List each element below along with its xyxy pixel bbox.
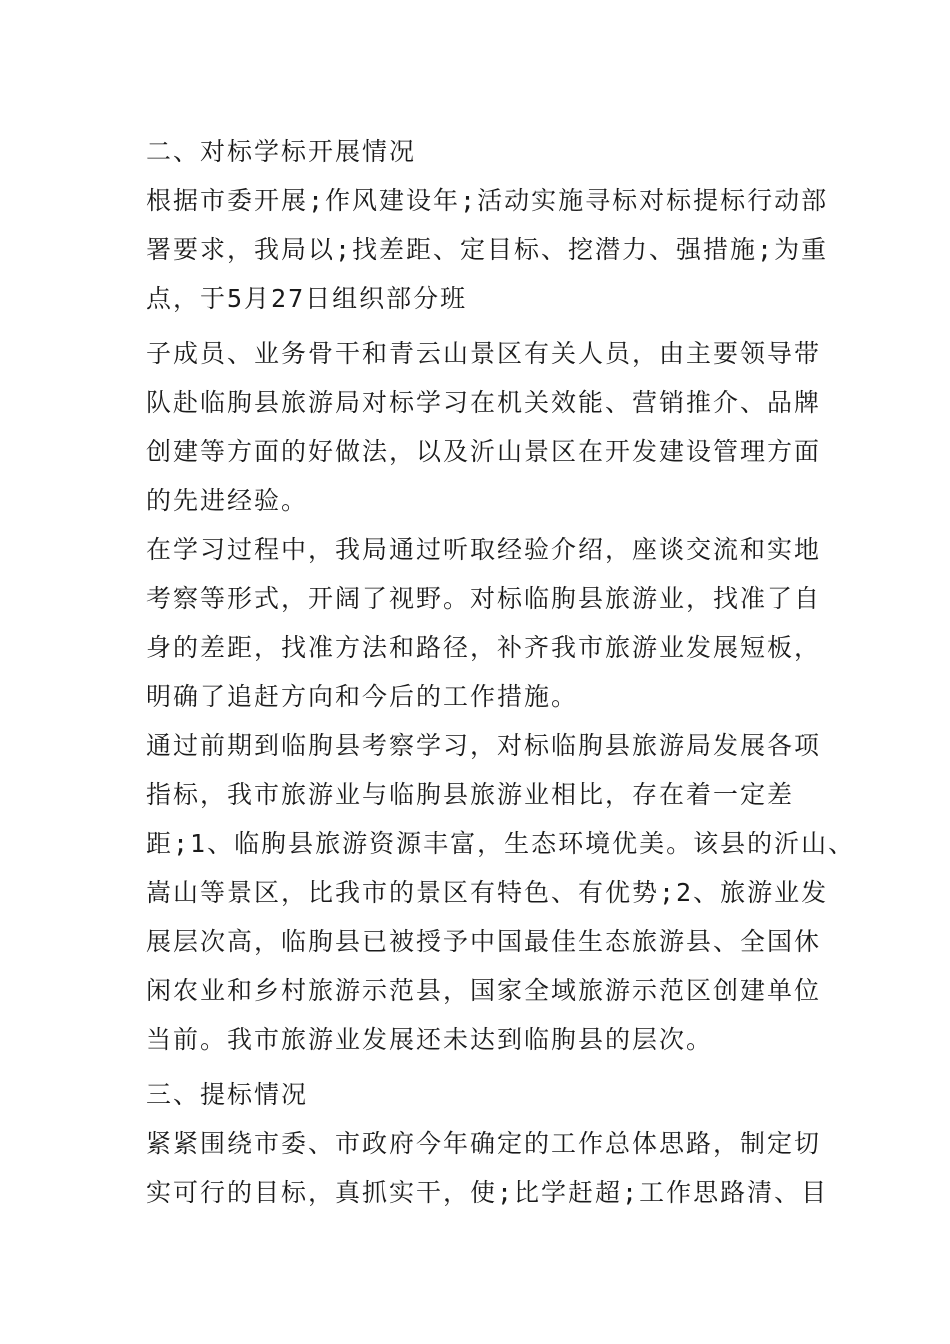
paragraph-line: 明确了追赶方向和今后的工作措施。 [146, 682, 579, 711]
section-heading-benchmark-learning: 二、对标学标开展情况 [146, 137, 417, 166]
paragraph-line: 队赴临朐县旅游局对标学习在机关效能、营销推介、品牌 [146, 388, 822, 417]
paragraph-line: 闲农业和乡村旅游示范县，国家全域旅游示范区创建单位 [146, 976, 822, 1005]
paragraph-line: 考察等形式，开阔了视野。对标临朐县旅游业，找准了自 [146, 584, 822, 613]
paragraph-line: 身的差距，找准方法和路径，补齐我市旅游业发展短板， [146, 633, 822, 662]
paragraph-line: 当前。我市旅游业发展还未达到临朐县的层次。 [146, 1025, 714, 1054]
paragraph-line: 指标，我市旅游业与临朐县旅游业相比，存在着一定差 [146, 780, 795, 809]
paragraph-line: 在学习过程中，我局通过听取经验介绍，座谈交流和实地 [146, 535, 822, 564]
paragraph-line: 实可行的目标，真抓实干，使;比学赶超;工作思路清、目 [146, 1178, 829, 1207]
paragraph-line: 紧紧围绕市委、市政府今年确定的工作总体思路，制定切 [146, 1129, 822, 1158]
paragraph-line: 创建等方面的好做法，以及沂山景区在开发建设管理方面 [146, 437, 822, 466]
paragraph-line: 距;1、临朐县旅游资源丰富，生态环境优美。该县的沂山、 [146, 829, 856, 858]
section-heading-raising-standards: 三、提标情况 [146, 1080, 309, 1109]
paragraph-line: 的先进经验。 [146, 486, 309, 515]
paragraph-line: 展层次高，临朐县已被授予中国最佳生态旅游县、全国休 [146, 927, 822, 956]
paragraph-line: 通过前期到临朐县考察学习，对标临朐县旅游局发展各项 [146, 731, 822, 760]
paragraph-line: 子成员、业务骨干和青云山景区有关人员，由主要领导带 [146, 339, 822, 368]
paragraph-line: 署要求，我局以;找差距、定目标、挖潜力、强措施;为重 [146, 235, 829, 264]
paragraph-line: 根据市委开展;作风建设年;活动实施寻标对标提标行动部 [146, 186, 829, 215]
paragraph-line: 嵩山等景区，比我市的景区有特色、有优势;2、旅游业发 [146, 878, 829, 907]
paragraph-line: 点，于5月27日组织部分班 [146, 284, 468, 313]
